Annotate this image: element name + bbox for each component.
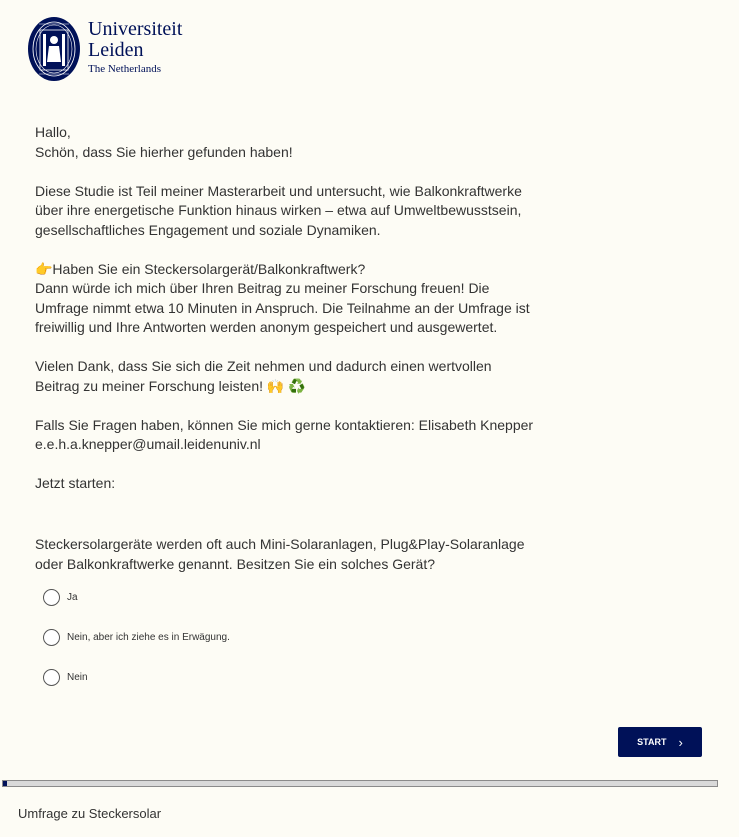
radio-button[interactable] [43, 629, 60, 646]
start-prompt: Jetzt starten: [35, 475, 116, 491]
option-label: Nein, aber ich ziehe es in Erwägung. [67, 631, 230, 643]
logo-text [88, 19, 182, 77]
option-ja[interactable] [43, 587, 230, 607]
welcome-line: Schön, dass Sie hierher gefunden haben! [35, 143, 293, 160]
option-nein-erwaegung[interactable] [43, 627, 230, 647]
greeting: Hallo, [35, 124, 71, 140]
start-button[interactable] [618, 727, 702, 757]
intro-block-greeting [35, 123, 535, 162]
option-label: Ja [67, 591, 78, 603]
intro-block-request [35, 260, 535, 338]
progress-bar [2, 780, 718, 787]
survey-footer-title: Umfrage zu Steckersolar [18, 806, 162, 821]
device-question-line: 👉Haben Sie ein Steckersolargerät/Balkonkraftwerk? [35, 260, 366, 277]
chevron-right-icon: › [678, 734, 683, 750]
radio-button[interactable] [43, 589, 60, 606]
radio-button[interactable] [43, 669, 60, 686]
option-nein[interactable] [43, 667, 230, 687]
contact-line: Falls Sie Fragen haben, können Sie mich gerne kontaktieren: Elisabeth Knepper [35, 416, 534, 433]
university-logo [27, 16, 182, 82]
contact-email: e.e.h.a.knepper@umail.leidenuniv.nl [35, 436, 261, 452]
logo-university-name: Universiteit [88, 18, 183, 40]
participation-request: Dann würde ich mich über Ihren Beitrag zu meiner Forschung freuen! Die Umfrage nimmt etwa 10 Minuten in Anspruch. Die Teilnahme an der Umfrage ist freiwillig und Ihre Antworten werden anonym gespeichert und ausgewertet. [35, 280, 530, 335]
intro-text [35, 123, 535, 513]
answer-options [43, 587, 230, 707]
intro-block-contact [35, 416, 535, 455]
logo-country: The Netherlands [88, 63, 161, 75]
logo-city-name: Leiden [88, 39, 144, 61]
thanks-line: Vielen Dank, dass Sie sich die Zeit nehmen und dadurch einen wertvollen Beitrag zu meiner Forschung leisten! 🙌 ♻️ [35, 358, 492, 394]
progress-bar-fill [3, 781, 7, 786]
question-text: Steckersolargeräte werden oft auch Mini-Solaranlagen, Plug&Play-Solaranlage oder Balkonkraftwerke genannt. Besitzen Sie ein solches Gerät? [35, 536, 525, 572]
study-description: Diese Studie ist Teil meiner Masterarbeit und untersucht, wie Balkonkraftwerke über ihre energetische Funktion hinaus wirken – etwa auf Umweltbewusstsein, gesellschaftliches Engagement und soziale Dynamiken. [35, 182, 522, 238]
start-button-label: START [637, 737, 667, 747]
option-label: Nein [67, 671, 88, 683]
university-seal-icon [27, 16, 81, 82]
